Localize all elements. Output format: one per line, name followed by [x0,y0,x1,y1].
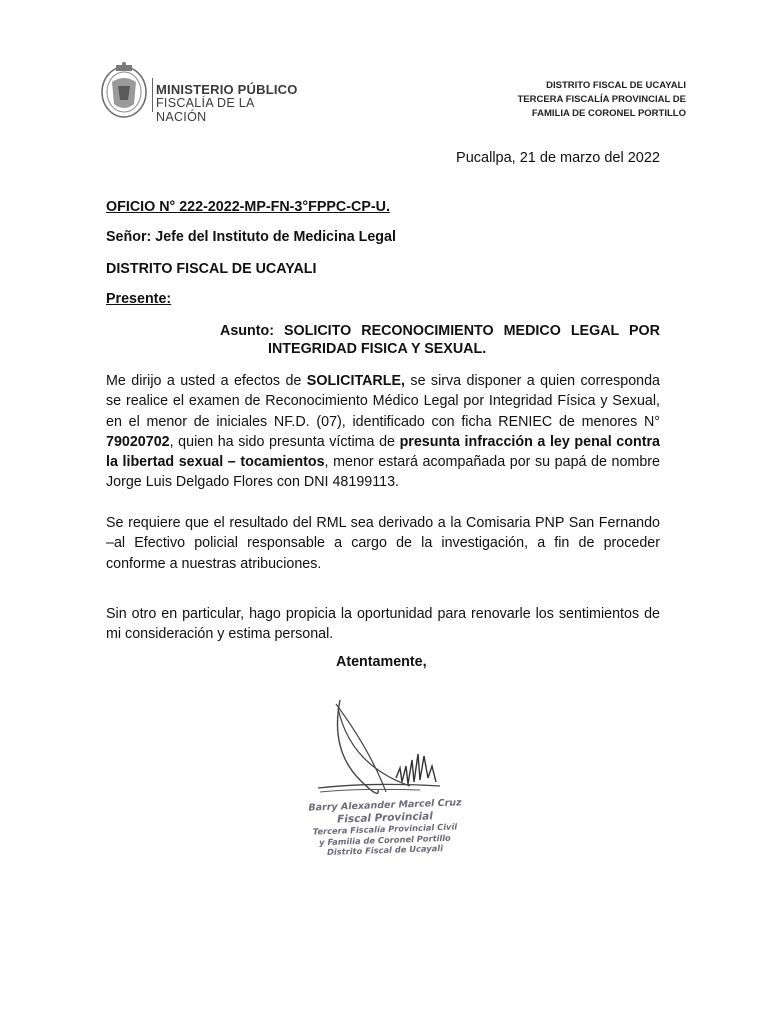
district-name: DISTRITO FISCAL DE UCAYALI [106,261,317,277]
body-paragraph-1 [106,371,660,493]
recipient: Señor: Jefe del Instituto de Medicina Legal [106,229,396,245]
header-line-3: FAMILIA DE CORONEL PORTILLO [531,108,686,119]
p1-bold-infraccion: presunta infracción a ley penal contra la libertad sexual – tocamientos [106,433,660,471]
subject-line-1: Asunto: SOLICITO RECONOCIMIENTO MEDICO LEGAL POR [220,323,660,339]
presente-label: Presente: [106,291,172,307]
oficio-number: OFICIO N° 222-2022-MP-FN-3°FPPC-CP-U. [106,199,390,215]
subject [220,322,660,358]
p1-text: Me dirijo a usted a efectos de [106,373,307,389]
body-paragraph-2: Se requiere que el resultado del RML sea derivado a la Comisaria PNP San Fernando –al Efectivo policial responsable a cargo de la investigación, a fin de proceder conforme a nuestras atribuciones. [106,515,660,572]
ministerio-publico-logo [98,58,308,122]
logo-fiscalia-text: FISCALÍA DE LA NACIÓN [156,96,254,124]
stamp-title: Fiscal Provincial [336,810,434,826]
stamp-name: Barry Alexander Marcel Cruz [308,797,462,814]
p1-bold-solicitarle: SOLICITARLE, [306,373,406,389]
p1-bold-ficha: 79020702 [106,433,170,450]
official-stamp [300,797,470,858]
closing: Atentamente, [336,654,427,670]
logo-ministry-text: MINISTERIO PÚBLICO [156,82,298,97]
ministry-seal-icon [98,58,154,120]
header-line-1: DISTRITO FISCAL DE UCAYALI [546,80,686,91]
logo-divider [152,78,153,112]
stamp-line-2: y Familia de Coronel Portillo [319,832,451,847]
header-line-2: TERCERA FISCALÍA PROVINCIAL DE [517,94,686,105]
body-paragraph-3: Sin otro en particular, hago propicia la oportunidad para renovarle los sentimientos de mi consideración y estima personal. [106,606,660,643]
p1-text: se sirva disponer a quien corresponda se realice el examen de Reconocimiento Médico Legal por Integridad Física y Sexual, en el menor de iniciales NF.D. (07), identificado con ficha RENIEC de menores N° [106,373,660,430]
stamp-line-1: Tercera Fiscalía Provincial Civil [312,821,458,837]
subject-line-2: INTEGRIDAD FISICA Y SEXUAL. [268,341,487,357]
p1-text: , quien ha sido presunta víctima de [169,433,400,450]
stamp-line-3: Distrito Fiscal de Ucayali [326,842,444,858]
letter-date: Pucallpa, 21 de marzo del 2022 [456,150,660,166]
p1-text: , menor estará acompañada por su papá de nombre Jorge Luis Delgado Flores con DNI 48199113. [106,454,661,491]
office-header [517,79,686,121]
